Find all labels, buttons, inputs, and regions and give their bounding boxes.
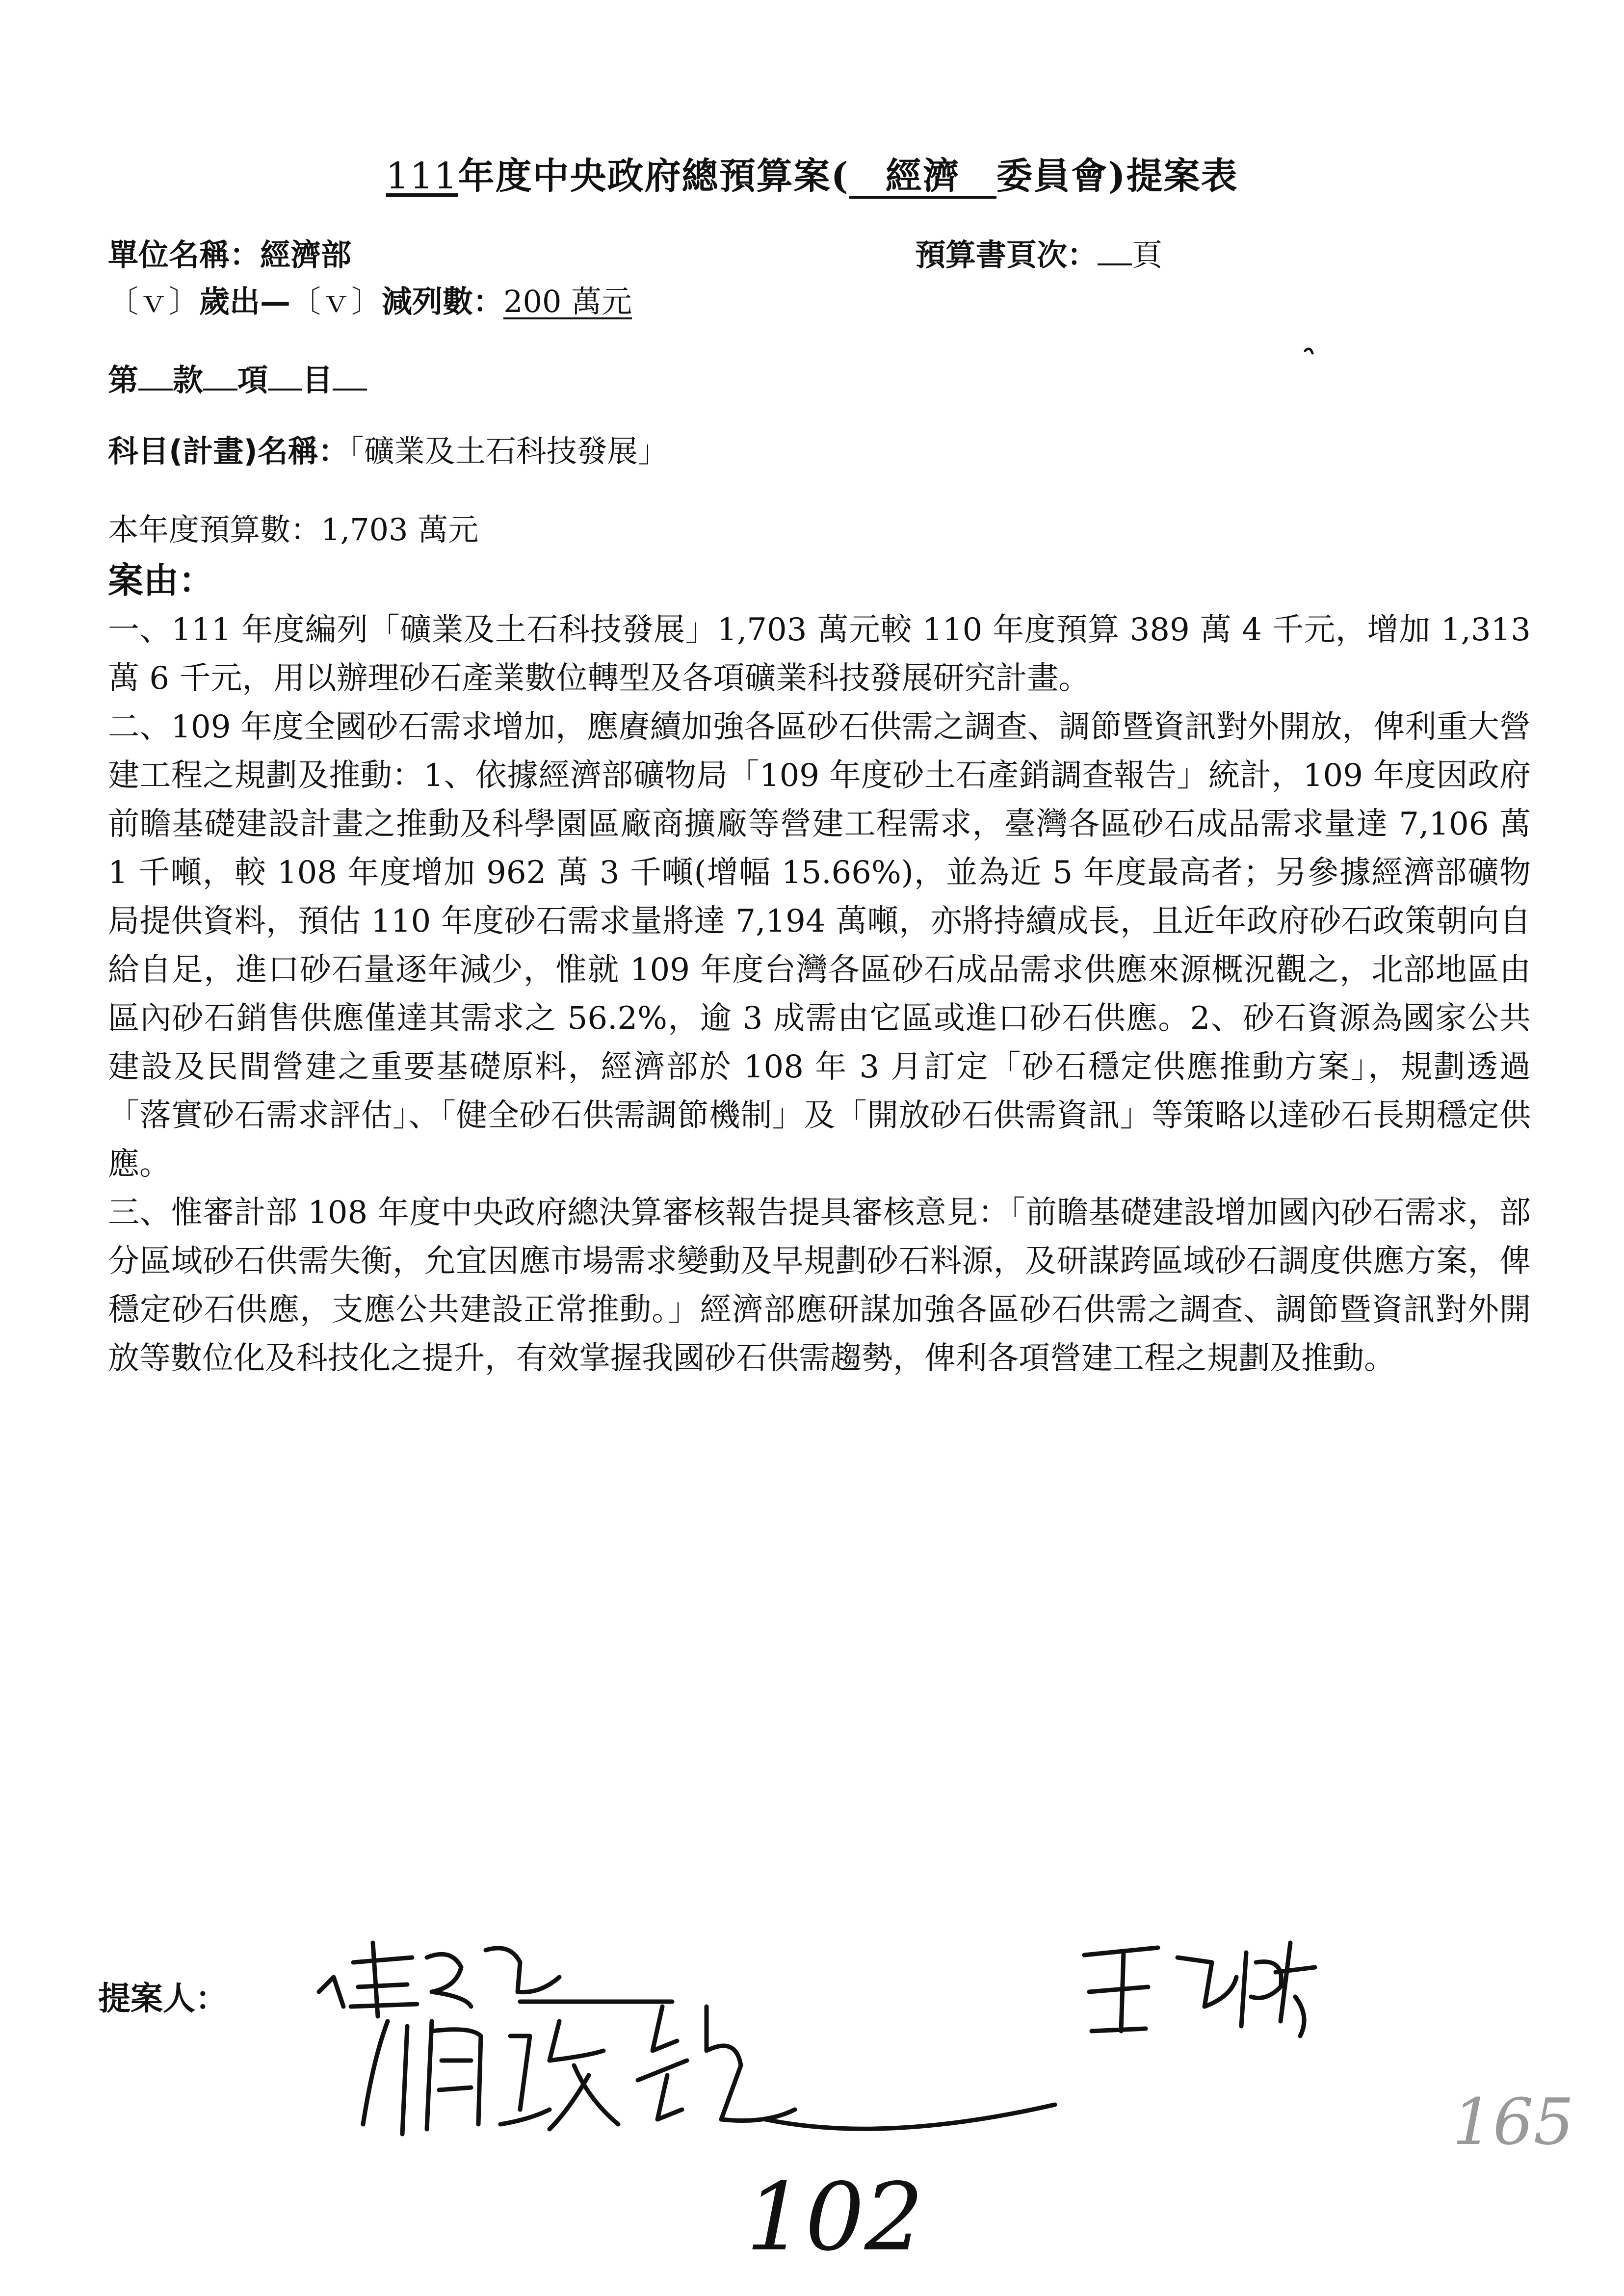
page-mark: 165 (1452, 2085, 1574, 2159)
xiang: 項 (237, 362, 268, 398)
signature-1 (319, 1943, 672, 2016)
title-committee: 經濟 (849, 157, 996, 199)
handwritten-number: 102 (746, 2163, 924, 2271)
reduce-label: 減列數： (382, 284, 504, 319)
title-suffix: 委員會)提案表 (996, 155, 1238, 197)
subject-label: 科目(計畫)名稱： (108, 433, 349, 469)
unit-value: 經濟部 (260, 237, 352, 273)
signature-2 (363, 2007, 1055, 2134)
reason-paragraph-3: 三、惟審計部 108 年度中央政府總決算審核報告提具審核意見：「前瞻基礎建設增加國內砂石需求，部分區域砂石供需失衡，允宜因應市場需求變動及早規劃砂石料源，及研謀跨區域砂石調度供應方案，俾穩定砂石供應，支應公共建設正常推動。」經濟部應研謀加強各區砂石供需之調查、調節暨資訊對外開放等數位化及科技化之提升，有效掌握我國砂石供需趨勢，俾利各項營建工程之規劃及推動。 (108, 1195, 1531, 1377)
signature-3 (1084, 1943, 1315, 2036)
budget-page-label: 預算書頁次： (915, 237, 1098, 273)
reduce-checkbox: 〔ｖ〕 (290, 284, 382, 319)
proposer-label: 提案人： (98, 1980, 228, 2017)
reduce-value: 200 萬元 (503, 284, 632, 319)
expend-label: 歲出— (199, 284, 291, 319)
kuan: 款 (173, 362, 204, 398)
kuan-label: 第 (108, 362, 139, 398)
budget-page-suffix: 頁 (1132, 237, 1163, 273)
mu: 目 (302, 362, 333, 398)
title-year: 111 (386, 155, 458, 197)
expend-checkbox: 〔ｖ〕 (108, 284, 200, 319)
title-prefix: 年度中央政府總預算案( (458, 155, 849, 197)
unit-label: 單位名稱： (108, 237, 261, 273)
reason-paragraph-2: 二、109 年度全國砂石需求增加，應賡續加強各區砂石供需之調查、調節暨資訊對外開放，俾利重大營建工程之規劃及推動：1、依據經濟部礦物局「109 年度砂土石產銷調查報告」統計，109 年度因政府前瞻基礎建設計畫之推動及科學園區廠商擴廠等營建工程需求，臺灣各區砂石成品需求量達 7,106 萬 1 千噸，較 108 年度增加 962 萬 3 千噸(增幅 15.66%)，並為近 5 年度最高者；另參據經濟部礦物局提供資料，預估 110 年度砂石需求量將達 7,194 萬噸，亦將持續成長，且近年政府砂石政策朝向自給自足，進口砂石量逐年減少，惟就 109 年度台灣各區砂石成品需求供應來源概況觀之，北部地區由區內砂石銷售供應僅達其需求之 56.2%，逾 3 成需由它區或進口砂石供應。2、砂石資源為國家公共建設及民間營建之重要基礎原料，經濟部於 108 年 3 月訂定「砂石穩定供應推動方案」，規劃透過「落實砂石需求評估」、「健全砂石供需調節機制」及「開放砂石供需資訊」等策略以達砂石長期穩定供應。 (108, 709, 1531, 1182)
reason-heading: 案由： (108, 560, 214, 601)
reason-paragraph-1: 一、111 年度編列「礦業及土石科技發展」1,703 萬元較 110 年度預算 389 萬 4 千元，增加 1,313 萬 6 千元，用以辦理砂石產業數位轉型及各項礦業科技發展研究計畫。 (108, 612, 1531, 697)
budget-amount: 本年度預算數：1,703 萬元 (108, 512, 479, 548)
subject-value: 「礦業及土石科技發展」 (348, 433, 668, 469)
